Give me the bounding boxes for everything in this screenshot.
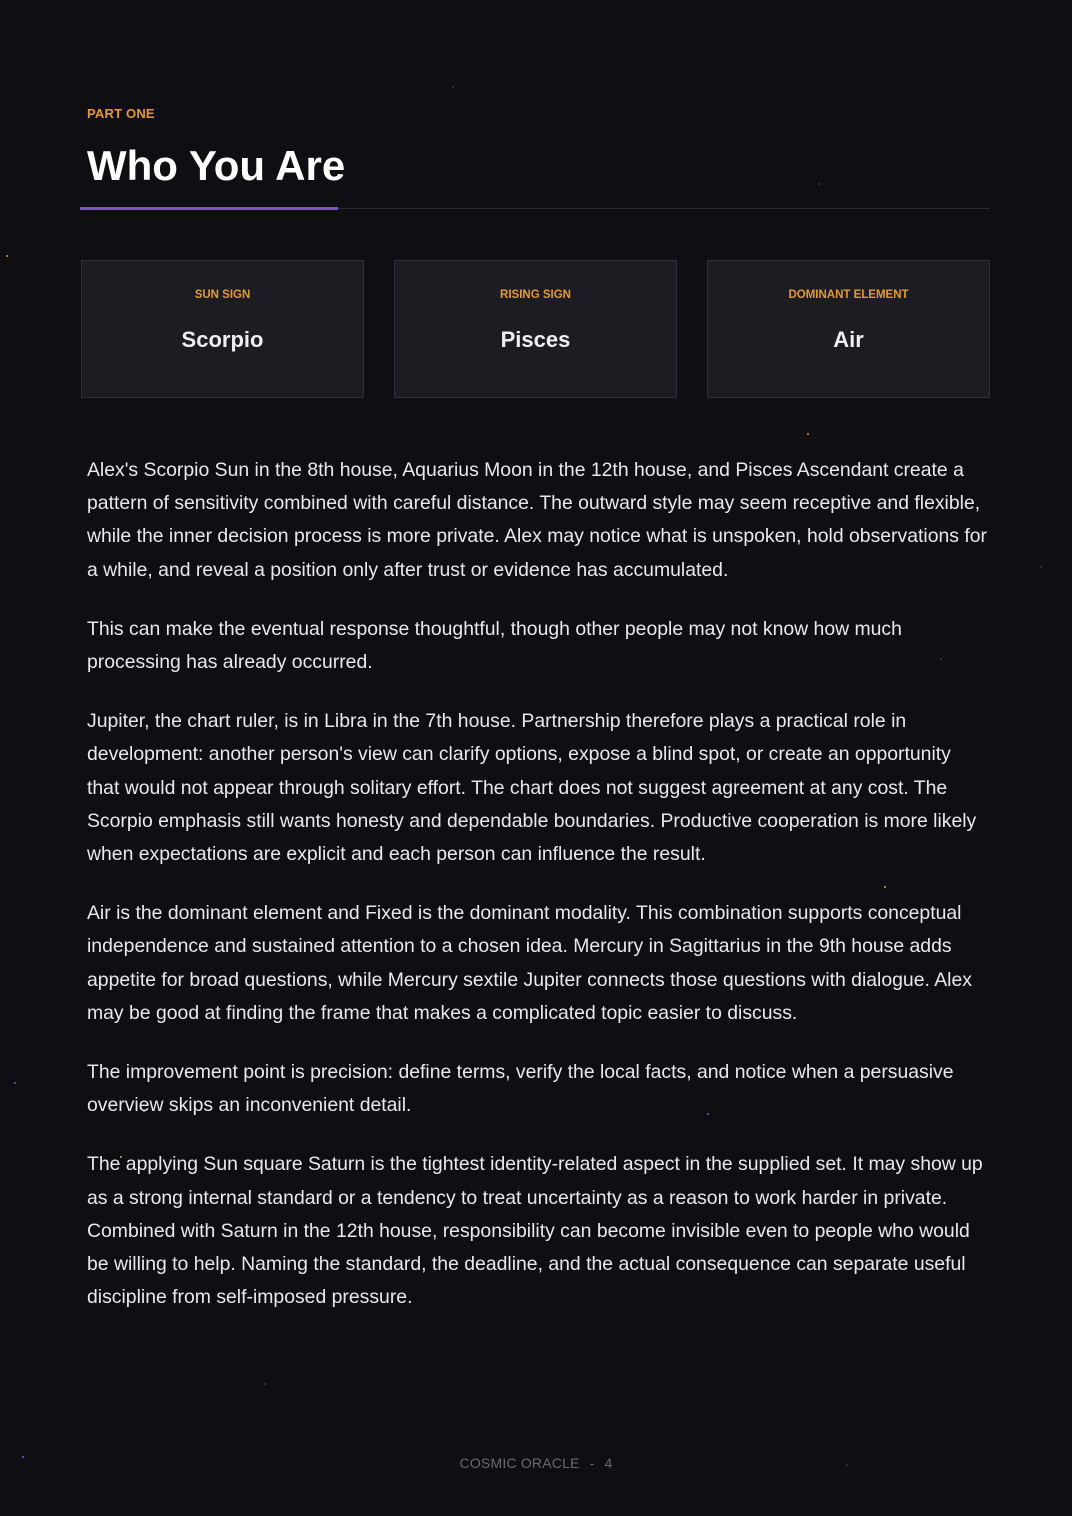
body-paragraph: Air is the dominant element and Fixed is the dominant modality. This combination supports conceptual independence and sustained attention to a chosen idea. Mercury in Sagittarius in the 9th house adds appetite for broad questions, while Mercury sextile Jupiter connects those questions with dialogue. Alex may be good at finding the frame that makes a complicated topic easier to discuss.	[87, 902, 972, 1024]
title-accent-bar	[80, 207, 338, 210]
star-speck	[818, 183, 820, 185]
card-label: SUN SIGN	[194, 289, 251, 301]
footer-brand: COSMIC ORACLE	[459, 1455, 580, 1471]
sun-sign-card	[81, 260, 364, 398]
star-speck	[14, 1082, 16, 1084]
key-facts-cards	[81, 260, 990, 398]
card-label: DOMINANT ELEMENT	[788, 289, 909, 301]
card-value: Scorpio	[181, 327, 264, 352]
body-paragraph: The improvement point is precision: define terms, verify the local facts, and notice when a persuasive overview skips an inconvenient detail.	[87, 1061, 954, 1117]
body-text	[87, 454, 987, 1340]
star-speck	[807, 433, 809, 435]
card-value: Pisces	[500, 327, 571, 352]
rising-sign-card	[394, 260, 677, 398]
dominant-element-card	[707, 260, 990, 398]
page-number: 4	[604, 1455, 613, 1471]
star-speck	[6, 255, 8, 257]
body-paragraph: This can make the eventual response thoughtful, though other people may not know how much processing has already occurred.	[87, 617, 902, 674]
footer-separator: -	[589, 1455, 595, 1471]
body-paragraph: Jupiter, the chart ruler, is in Libra in the 7th house. Partnership therefore plays a practical role in development: another person's view can clarify options, expose a blind spot, or create an opportunity that would not appear through solitary effort. The chart does not suggest agreement at any cost. The Scorpio emphasis still wants honesty and dependable boundaries. Productive cooperation is more likely when expectations are explicit and each person can influence the result.	[87, 710, 977, 866]
page-footer	[0, 1455, 1072, 1471]
star-speck	[1040, 566, 1042, 568]
section-eyebrow: PART ONE	[87, 106, 155, 121]
card-label: RISING SIGN	[500, 289, 571, 301]
page-title: Who You Are	[87, 142, 346, 189]
card-value: Air	[833, 327, 864, 352]
star-speck	[452, 86, 454, 88]
body-paragraph: The applying Sun square Saturn is the tightest identity-related aspect in the supplied set. It may show up as a strong internal standard or a tendency to treat uncertainty as a reason to work harder in private. Combined with Saturn in the 12th house, responsibility can become invisible even to people who would be willing to help. Naming the standard, the deadline, and the actual consequence can separate useful discipline from self-imposed pressure.	[87, 1153, 983, 1309]
body-paragraph: Alex's Scorpio Sun in the 8th house, Aquarius Moon in the 12th house, and Pisces Ascendant create a pattern of sensitivity combined with careful distance. The outward style may seem receptive and flexible, while the inner decision process is more private. Alex may notice what is unspoken, hold observations for a while, and reveal a position only after trust or evidence has accumulated.	[87, 459, 987, 581]
star-speck	[264, 1383, 266, 1385]
